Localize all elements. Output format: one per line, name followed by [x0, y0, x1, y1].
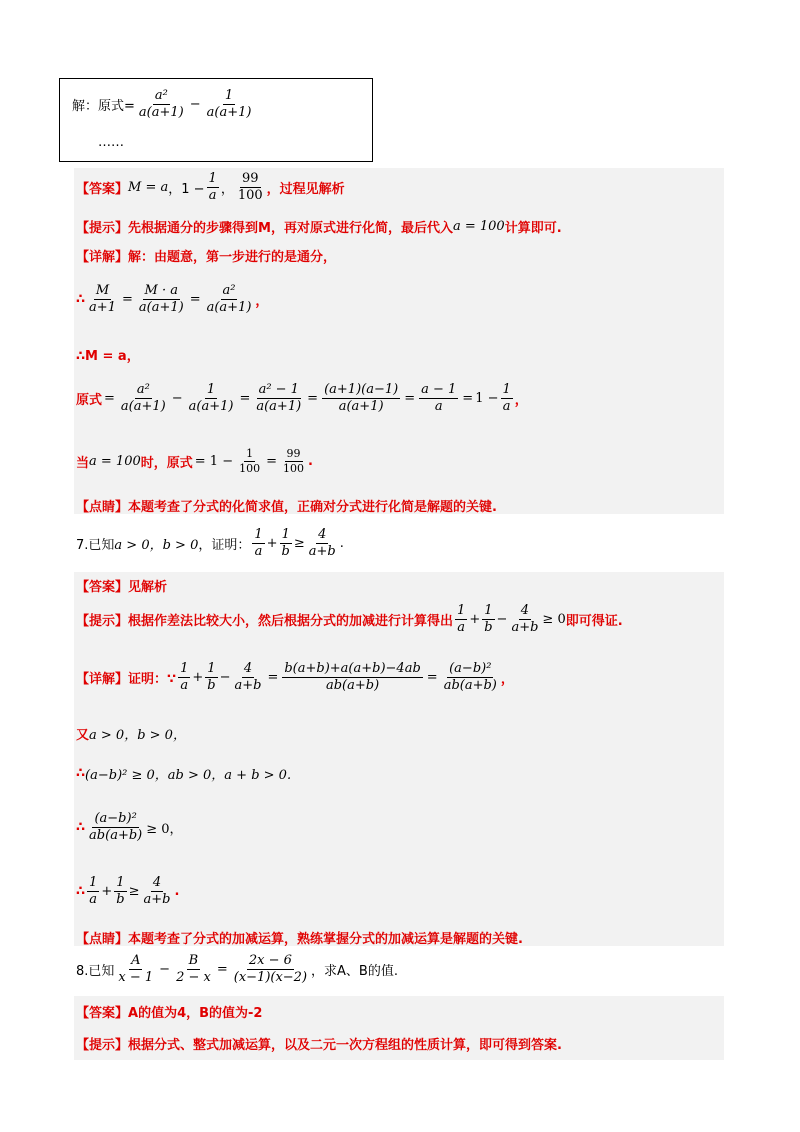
q7-detail: 【详解】 证明：∵ $\frac{1}{a}$ + $\frac{1}{b}$ − $\frac{4}{a+b}$ = $\frac{b(a+b)+a(a+b)-4ab}{ab(a+b)}$ = $\frac{\text{(a−b)²}}{ab(a+b)}$ ，	[76, 661, 514, 694]
frac-den: a	[434, 399, 443, 415]
q7-stem	[76, 528, 344, 560]
frac-den: a+b	[234, 678, 262, 694]
box-ellipsis: ……	[98, 135, 124, 150]
comment-text: 本题考查了分式的化简求值，正确对分式进行化简是解题的关键.	[128, 500, 497, 515]
frac-den: a	[208, 188, 217, 204]
q6-comment	[76, 496, 497, 515]
frac-den: a+b	[511, 620, 539, 636]
frac	[114, 876, 126, 908]
frac	[280, 528, 292, 560]
punct: .	[174, 884, 180, 900]
step-math: a > 0，b > 0，	[89, 728, 186, 743]
one-minus: = 1 −	[194, 454, 234, 470]
therefore-symbol: ∴	[76, 884, 86, 900]
therefore-symbol: ∴	[76, 820, 86, 836]
frac	[237, 448, 262, 475]
punct: ，	[514, 393, 528, 409]
frac-den: ab(a+b)	[325, 678, 380, 694]
frac-num: a²	[135, 383, 152, 399]
box-den2: a(a+1)	[206, 105, 252, 121]
punct: .	[339, 536, 344, 552]
frac-num: B	[187, 954, 201, 970]
comment-tag: 【点睛】	[76, 932, 129, 947]
frac-den: b	[281, 544, 290, 560]
stem-prefix: 7.已知	[76, 538, 115, 554]
one-minus: 1 −	[475, 391, 499, 407]
punct: ，	[500, 672, 514, 688]
stem-prefix: 8.已知	[76, 964, 115, 980]
answer-frac	[236, 172, 265, 204]
frac-num: M	[94, 284, 111, 300]
q6-answer	[76, 172, 345, 204]
plus: +	[266, 536, 278, 552]
q6-step-4: 当 a = 100 时，原式 = 1 − $\frac{1}{100}$ = $\frac{99}{100}$ .	[76, 447, 313, 476]
frac	[307, 528, 338, 560]
punct: ，	[255, 294, 269, 310]
q7-comment	[76, 928, 523, 947]
q6-step-3: 原式 = $\frac{\text{a²}}{a(a+1)}$ − $\frac{1}{a(a+1)}$ = $\frac{\text{a² − 1}}{a(a+1)}$ = $\frac{(a+1)(a-1)}{a(a+1)}$ = $\frac{a - 1}{a}$ = 1 − $\frac{1}{a}$ ，	[76, 382, 528, 415]
detail-tag: 【详解】	[76, 672, 129, 688]
frac-num: 4	[151, 876, 163, 892]
box-frac-2	[205, 89, 254, 121]
frac	[87, 812, 144, 844]
frac-num: (a−b)²	[92, 812, 138, 828]
box-minus: −	[189, 97, 201, 113]
frac-den: a+b	[143, 892, 171, 908]
punct: .	[308, 454, 313, 470]
q6-step-2	[76, 345, 140, 364]
frac	[252, 528, 264, 560]
frac-num: a² − 1	[257, 383, 301, 399]
hint-tag: 【提示】	[76, 1038, 129, 1053]
frac-den: b	[116, 892, 125, 908]
frac-den: 100	[239, 462, 261, 476]
q6-hint	[76, 217, 562, 236]
frac-num: 1	[205, 662, 217, 678]
box-prefix: 解：原式=	[72, 99, 135, 115]
frac-num: 1	[455, 604, 467, 620]
frac-num: 1	[207, 172, 219, 188]
frac-den: a+b	[308, 544, 336, 560]
solution-box	[59, 78, 373, 162]
frac-den: 2 − x	[176, 970, 211, 986]
box-formula	[72, 89, 255, 121]
frac	[141, 876, 172, 908]
q7-step-3	[76, 764, 291, 783]
frac-den: a	[180, 678, 189, 694]
step-text: ∴M = a，	[76, 349, 140, 364]
frac	[281, 448, 306, 475]
hint-text: 即可得证.	[565, 614, 623, 630]
frac-den: a	[502, 399, 511, 415]
frac	[232, 954, 309, 986]
frac-num: a²	[221, 284, 238, 300]
frac	[178, 662, 190, 694]
frac-num: 1	[178, 662, 190, 678]
stem-tail: ，求A、B的值.	[311, 964, 398, 980]
frac	[501, 383, 513, 415]
hint-text: 根据作差法比较大小，然后根据分式的加减进行计算得出	[128, 614, 454, 630]
frac-num: (a−b)²	[447, 662, 493, 678]
q8-hint	[76, 1034, 562, 1053]
frac	[116, 954, 155, 986]
detail-text: 证明：∵	[128, 672, 177, 688]
detail-tag: 【详解】	[76, 250, 129, 265]
frac-num: (a+1)(a−1)	[322, 383, 400, 399]
frac-den: (x−1)(x−2)	[233, 970, 308, 986]
frac-num: b(a+b)+a(a+b)−4ab	[282, 662, 422, 678]
hint-text: 计算即可.	[504, 221, 562, 236]
q7-step-2	[76, 724, 186, 743]
answer-text: A的值为4，B的值为-2	[128, 1006, 263, 1021]
q7-step-5: ∴ $\frac{1}{a}$ + $\frac{1}{b}$ ≥ $\frac{4}{a+b}$ .	[76, 875, 180, 908]
frac	[282, 662, 422, 694]
frac	[232, 662, 263, 694]
frac-num: 1	[114, 876, 126, 892]
frac	[419, 383, 458, 415]
frac	[205, 662, 217, 694]
frac-den: x − 1	[118, 970, 154, 986]
comment-tag: 【点睛】	[76, 500, 129, 515]
frac-den: b	[484, 620, 493, 636]
box-frac-1	[137, 89, 186, 121]
frac-den: a(a+1)	[206, 300, 252, 316]
box-num2: 1	[223, 89, 235, 105]
frac-num: A	[129, 954, 142, 970]
hint-tag: 【提示】	[76, 221, 129, 236]
frac-num: a − 1	[419, 383, 458, 399]
frac	[455, 604, 467, 636]
frac-num: 4	[242, 662, 254, 678]
frac	[205, 284, 254, 316]
answer-sep: ，1 −	[168, 182, 205, 198]
stem-mid: ，证明：	[198, 538, 251, 554]
answer-text: 见解析	[128, 580, 168, 595]
hint-text: 根据分式、整式加减运算，以及二元一次方程组的性质计算，即可得到答案.	[128, 1038, 562, 1053]
therefore-symbol: ∴	[76, 766, 86, 781]
frac	[174, 954, 213, 986]
frac-num: 2x − 6	[247, 954, 294, 970]
frac	[482, 604, 494, 636]
frac	[509, 604, 540, 636]
step-text: 当	[76, 456, 90, 472]
answer-frac	[207, 172, 219, 204]
frac-den: a	[254, 544, 263, 560]
frac-num: 1	[252, 528, 264, 544]
geq: ≥	[293, 536, 305, 552]
frac	[187, 383, 236, 415]
q6-detail	[76, 246, 336, 265]
frac-num: 4	[316, 528, 328, 544]
frac-den: a(a+1)	[256, 399, 302, 415]
q8-answer	[76, 1002, 262, 1021]
frac-den: 100	[283, 462, 304, 476]
therefore-symbol: ∴	[76, 292, 86, 308]
frac	[87, 876, 99, 908]
step-tail: ≥ 0，	[146, 822, 183, 838]
step-math: a = 100	[89, 454, 141, 470]
frac	[322, 383, 400, 415]
detail-text: 解：由题意，第一步进行的是通分，	[128, 250, 337, 265]
frac-den: a	[457, 620, 466, 636]
answer-m: M = a	[128, 180, 169, 196]
frac-num: 99	[285, 448, 303, 462]
frac-num: 1	[482, 604, 494, 620]
q8-stem: 8.已知 $\frac{A}{x - 1}$ − $\frac{B}{2 - x}$ = $\frac{2x - 6}{(x-1)(x-2)}$ ，求A、B的值.	[76, 953, 398, 986]
frac-den: 100	[237, 188, 263, 204]
frac-den: ab(a+b)	[89, 828, 143, 844]
frac-num: 1	[280, 528, 292, 544]
q6-step-1: ∴ $\frac{M}{a+1}$ = $\frac{M \cdot a}{a(a+1)}$ = $\frac{\text{a²}}{a(a+1)}$ ，	[76, 283, 269, 316]
frac-den: b	[207, 678, 216, 694]
q7-hint: 【提示】 根据作差法比较大小，然后根据分式的加减进行计算得出 $\frac{1}{a}$ + $\frac{1}{b}$ − $\frac{4}{a+b}$ ≥ 0 即可得证.	[76, 603, 623, 636]
frac-num: M · a	[143, 284, 180, 300]
answer-tail: ，过程见解析	[266, 182, 345, 198]
step-text: 时，原式	[140, 456, 193, 472]
box-num1: a²	[153, 89, 170, 105]
frac-num: 1	[87, 876, 99, 892]
q7-step-4	[76, 812, 183, 844]
frac-den: a	[89, 892, 98, 908]
frac	[87, 284, 118, 316]
hint-tag: 【提示】	[76, 614, 129, 630]
frac	[137, 284, 186, 316]
step-label: 原式	[76, 393, 103, 409]
frac	[442, 662, 499, 694]
frac-num: 1	[244, 448, 255, 462]
frac-den: a(a+1)	[188, 399, 234, 415]
frac-num: 4	[519, 604, 531, 620]
frac	[119, 383, 168, 415]
step-math: (a−b)² ≥ 0，ab > 0，a + b > 0.	[85, 768, 292, 783]
answer-tag: 【答案】	[76, 1006, 129, 1021]
frac-num: 1	[205, 383, 217, 399]
q7-answer	[76, 576, 167, 595]
frac-den: a+1	[89, 300, 116, 316]
stem-cond: a > 0，b > 0	[114, 538, 199, 554]
answer-tag: 【答案】	[76, 182, 129, 198]
frac-num: 99	[240, 172, 261, 188]
frac-den: a(a+1)	[338, 399, 384, 415]
hint-text: 先根据通分的步骤得到M，再对原式进行化简，最后代入	[128, 221, 453, 236]
box-den1: a(a+1)	[138, 105, 184, 121]
step-text: 又	[76, 728, 90, 743]
frac	[254, 383, 303, 415]
comment-text: 本题考查了分式的加减运算，熟练掌握分式的加减运算是解题的关键.	[128, 932, 523, 947]
frac-den: ab(a+b)	[443, 678, 497, 694]
frac-den: a(a+1)	[138, 300, 184, 316]
geq-zero: ≥ 0	[542, 612, 566, 628]
hint-math: a = 100	[452, 219, 505, 234]
frac-num: 1	[501, 383, 513, 399]
answer-sep: ，	[220, 182, 234, 198]
answer-tag: 【答案】	[76, 580, 129, 595]
frac-den: a(a+1)	[120, 399, 166, 415]
